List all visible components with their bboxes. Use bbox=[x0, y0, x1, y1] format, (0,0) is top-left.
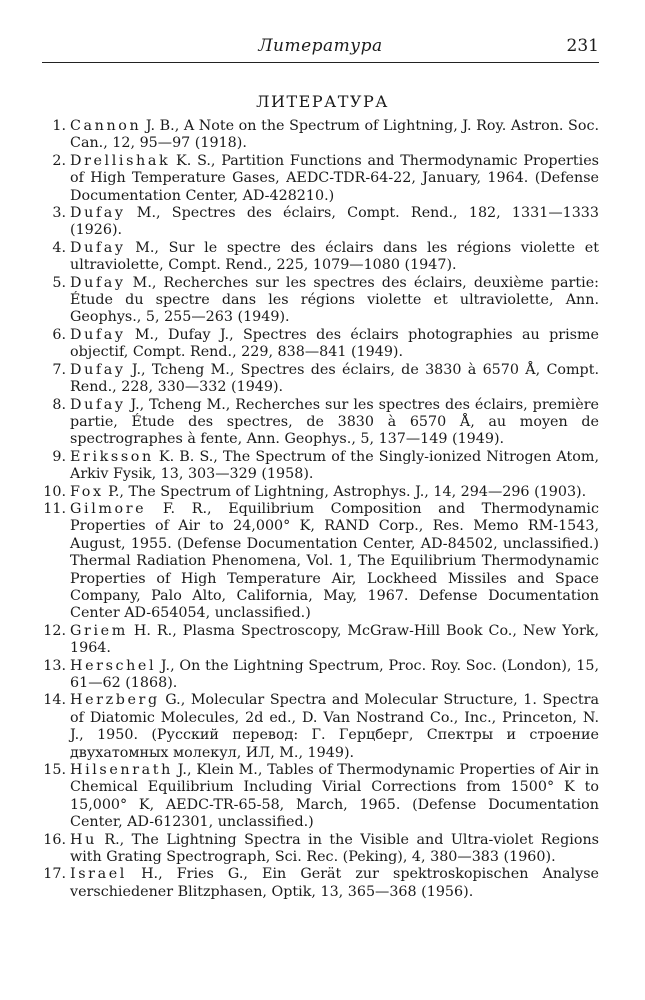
reference-author: Fox bbox=[70, 483, 104, 500]
page-number: 231 bbox=[566, 36, 599, 56]
reference-item bbox=[40, 240, 599, 275]
reference-author: Dufay bbox=[70, 274, 126, 291]
reference-author: Hilsenrath bbox=[70, 762, 173, 779]
reference-item bbox=[40, 205, 599, 240]
reference-author: Dufay bbox=[70, 239, 126, 256]
reference-author: Dufay bbox=[70, 326, 126, 343]
reference-item bbox=[40, 362, 599, 397]
reference-text: J., Tcheng M., Recherches sur les spectres des éclairs, première partie, Étude des spectres, de 3830 à 6570 Å, au moyen de spectrographes à fente, Ann. Geophys., 5, 137—149 (1949). bbox=[70, 396, 599, 448]
reference-text: K. S., Partition Functions and Thermodynamic Properties of High Temperature Gases, AEDC-TDR-64-22, January, 1964. (Defense Documentation Center, AD-428210.) bbox=[70, 152, 599, 204]
reference-number: 4. bbox=[52, 239, 66, 256]
reference-author: Herzberg bbox=[70, 692, 160, 709]
reference-text: M., Dufay J., Spectres des éclairs photographies au prisme objectif, Compt. Rend., 229, 838—841 (1949). bbox=[70, 326, 599, 361]
reference-author: Dufay bbox=[70, 361, 126, 378]
reference-number: 15. bbox=[43, 762, 66, 779]
reference-item bbox=[40, 449, 599, 484]
reference-author: Gilmore bbox=[70, 500, 147, 517]
running-title: Литература bbox=[258, 36, 383, 56]
reference-text: H. R., Plasma Spectroscopy, McGraw-Hill Book Co., New York, 1964. bbox=[70, 622, 599, 657]
reference-item bbox=[40, 327, 599, 362]
reference-item bbox=[40, 397, 599, 449]
reference-number: 12. bbox=[43, 622, 66, 639]
reference-item bbox=[40, 501, 599, 623]
reference-text: R., The Lightning Spectra in the Visible and Ultra-violet Regions with Grating Spectrograph, Sci. Rec. (Peking), 4, 380—383 (1960). bbox=[70, 831, 599, 866]
reference-item bbox=[40, 623, 599, 658]
reference-author: Dufay bbox=[70, 396, 126, 413]
reference-number: 1. bbox=[52, 118, 66, 134]
reference-number: 10. bbox=[43, 483, 66, 500]
reference-number: 13. bbox=[43, 657, 66, 674]
reference-number: 16. bbox=[43, 831, 66, 848]
reference-item bbox=[40, 275, 599, 327]
reference-item bbox=[40, 692, 599, 762]
reference-item bbox=[40, 762, 599, 832]
reference-number: 9. bbox=[52, 448, 66, 465]
reference-number: 3. bbox=[52, 205, 66, 222]
reference-author: Eriksson bbox=[70, 448, 154, 465]
reference-author: Dufay bbox=[70, 205, 126, 222]
reference-author: Drellishak bbox=[70, 152, 171, 169]
reference-number: 5. bbox=[52, 274, 66, 291]
reference-author: Cannon bbox=[70, 118, 142, 134]
reference-text: P., The Spectrum of Lightning, Astrophys. J., 14, 294—296 (1903). bbox=[103, 483, 587, 500]
reference-item bbox=[40, 832, 599, 867]
reference-text: J., On the Lightning Spectrum, Proc. Roy. Soc. (London), 15, 61—62 (1868). bbox=[70, 657, 599, 691]
reference-text: H., Fries G., Ein Gerät zur spektroskopischen Analyse verschiedener Blitzphasen, Optik, 13, 365—368 (1956). bbox=[70, 866, 599, 900]
reference-text: F. R., Equilibrium Composition and Thermodynamic Properties of Air to 24,000° K, RAND Corp., Res. Memo RM-1543, August, 1955. (Defense Documentation Center, AD-84502, unclassified.) Thermal Radiation Phenomena, Vol. 1, The Equilibrium Thermodynamic Properties of High Temperature Air, Lockheed Missiles and Space Company, Palo Alto, California, May, 1967. Defense Documentation Center AD-654054, unclassified.) bbox=[70, 500, 599, 622]
reference-number: 11. bbox=[43, 500, 66, 517]
reference-author: Herschel bbox=[70, 657, 157, 674]
reference-number: 2. bbox=[52, 152, 66, 169]
reference-text: J. B., A Note on the Spectrum of Lightning, J. Roy. Astron. Soc. Can., 12, 95—97 (1918). bbox=[70, 118, 599, 152]
reference-item bbox=[40, 866, 599, 901]
reference-text: M., Recherches sur les spectres des éclairs, deuxième partie: Étude du spectre dans les régions violette et ultraviolette, Ann. Geophys., 5, 255—263 (1949). bbox=[70, 274, 599, 326]
reference-item bbox=[40, 153, 599, 205]
reference-text: K. B. S., The Spectrum of the Singly-ionized Nitrogen Atom, Arkiv Fysik, 13, 303—329 (1958). bbox=[70, 448, 599, 483]
reference-text: J., Klein M., Tables of Thermodynamic Properties of Air in Chemical Equilibrium Including Virial Corrections from 1500° K to 15,000° K, AEDC-TR-65-58, March, 1965. (Defense Documentation Center, AD-612301, unclassified.) bbox=[70, 762, 599, 831]
reference-number: 6. bbox=[52, 326, 66, 343]
reference-number: 8. bbox=[52, 396, 66, 413]
reference-text: M., Sur le spectre des éclairs dans les régions violette et ultraviolette, Compt. Rend., 225, 1079—1080 (1947). bbox=[70, 239, 599, 274]
reference-number: 14. bbox=[43, 692, 66, 709]
reference-list bbox=[40, 118, 599, 901]
page-header bbox=[42, 30, 599, 63]
reference-number: 17. bbox=[43, 866, 66, 883]
section-title: ЛИТЕРАТУРА bbox=[256, 92, 389, 111]
reference-author: Griem bbox=[70, 622, 128, 639]
reference-author: Hu bbox=[70, 831, 97, 848]
reference-number: 7. bbox=[52, 361, 66, 378]
reference-text: G., Molecular Spectra and Molecular Structure, 1. Spectra of Diatomic Molecules, 2d ed., D. Van Nostrand Co., Inc., Princeton, N. J., 1950. (Русский перевод: Г. Герцберг, Спектры и строение двухатомных молекул, ИЛ, М., 1949). bbox=[70, 692, 599, 761]
reference-item bbox=[40, 658, 599, 693]
reference-item bbox=[40, 484, 599, 501]
reference-author: Israel bbox=[70, 866, 127, 883]
reference-text: M., Spectres des éclairs, Compt. Rend., 182, 1331—1333 (1926). bbox=[70, 205, 599, 239]
reference-item bbox=[40, 118, 599, 153]
reference-text: J., Tcheng M., Spectres des éclairs, de 3830 à 6570 Å, Compt. Rend., 228, 330—332 (1949). bbox=[70, 361, 599, 396]
